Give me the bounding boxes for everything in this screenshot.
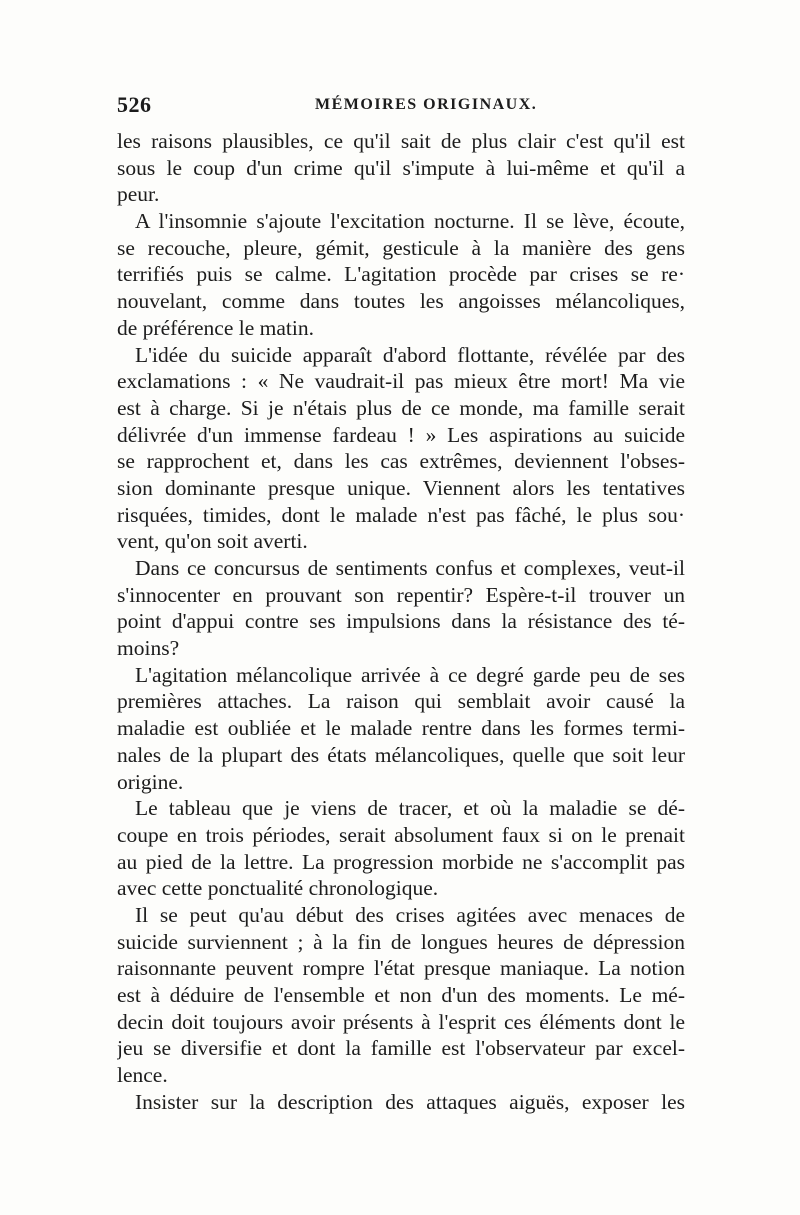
text-line: est à déduire de l'ensemble et non d'un des moments. Le mé- (117, 983, 685, 1007)
text-line: L'agitation mélancolique arrivée à ce degré garde peu de ses (135, 662, 685, 687)
text-line: les raisons plausibles, ce qu'il sait de plus clair c'est qu'il est (117, 129, 685, 153)
text-line: raisonnante peuvent rompre l'état presque maniaque. La notion (117, 956, 685, 981)
text-line: suicide surviennent ; à la fin de longues heures de dépression (117, 929, 685, 954)
page-number: 526 (117, 92, 152, 117)
text-line: s'innocenter en prouvant son repentir? Espère-t-il trouver un (117, 582, 685, 607)
text-line: coupe en trois périodes, serait absolument faux si on le prenait (117, 822, 685, 847)
text-line: sous le coup d'un crime qu'il s'impute à lui-même et qu'il a (117, 155, 685, 180)
text-line: A l'insomnie s'ajoute l'excitation nocturne. Il se lève, écoute, (135, 209, 685, 234)
text-line: peur. (117, 182, 160, 207)
text-line: Dans ce concursus de sentiments confus et complexes, veut-il (135, 556, 685, 580)
text-line: sion dominante presque unique. Viennent alors les tentatives (117, 475, 685, 500)
text-line: L'idée du suicide apparaît d'abord flottante, révélée par des (135, 342, 685, 367)
text-line: nouvelant, comme dans toutes les angoisses mélancoliques, (117, 289, 685, 314)
running-head: MÉMOIRES ORIGINAUX. (315, 96, 538, 113)
page-header (117, 92, 685, 122)
text-line: se rapprochent et, dans les cas extrêmes, deviennent l'obses- (117, 449, 685, 474)
text-line: point d'appui contre ses impulsions dans la résistance des té- (117, 609, 685, 634)
text-line: jeu se diversifie et dont la famille est l'observateur par excel- (117, 1036, 685, 1061)
text-line: délivrée d'un immense fardeau ! » Les aspirations au suicide (117, 422, 685, 447)
text-line: avec cette ponctualité chronologique. (117, 876, 439, 901)
text-line: premières attaches. La raison qui semblait avoir causé la (117, 689, 685, 714)
text-line: maladie est oubliée et le malade rentre dans les formes termi- (117, 716, 685, 741)
text-line: Insister sur la description des attaques aiguës, exposer les (135, 1089, 685, 1114)
text-line: exclamations : « Ne vaudrait-il pas mieux être mort! Ma vie (117, 369, 685, 394)
text-line: Il se peut qu'au début des crises agitées avec menaces de (135, 902, 685, 927)
text-line: decin doit toujours avoir présents à l'esprit ces éléments dont le (117, 1009, 685, 1034)
text-line: se recouche, pleure, gémit, gesticule à la manière des gens (117, 235, 685, 260)
text-line: Le tableau que je viens de tracer, et où la maladie se dé- (135, 796, 685, 821)
text-line: de préférence le matin. (117, 315, 314, 340)
text-line: vent, qu'on soit averti. (117, 529, 308, 554)
text-line: lence. (117, 1063, 168, 1088)
text-line: origine. (117, 769, 184, 794)
text-line: terrifiés puis se calme. L'agitation procède par crises se re· (117, 262, 685, 287)
text-line: risquées, timides, dont le malade n'est pas fâché, le plus sou· (117, 502, 685, 527)
text-line: moins? (117, 636, 180, 661)
body-text (117, 128, 685, 1115)
text-line: au pied de la lettre. La progression morbide ne s'accomplit pas (117, 849, 685, 874)
text-line: nales de la plupart des états mélancoliques, quelle que soit leur (117, 742, 685, 767)
text-line: est à charge. Si je n'étais plus de ce monde, ma famille serait (117, 395, 685, 420)
